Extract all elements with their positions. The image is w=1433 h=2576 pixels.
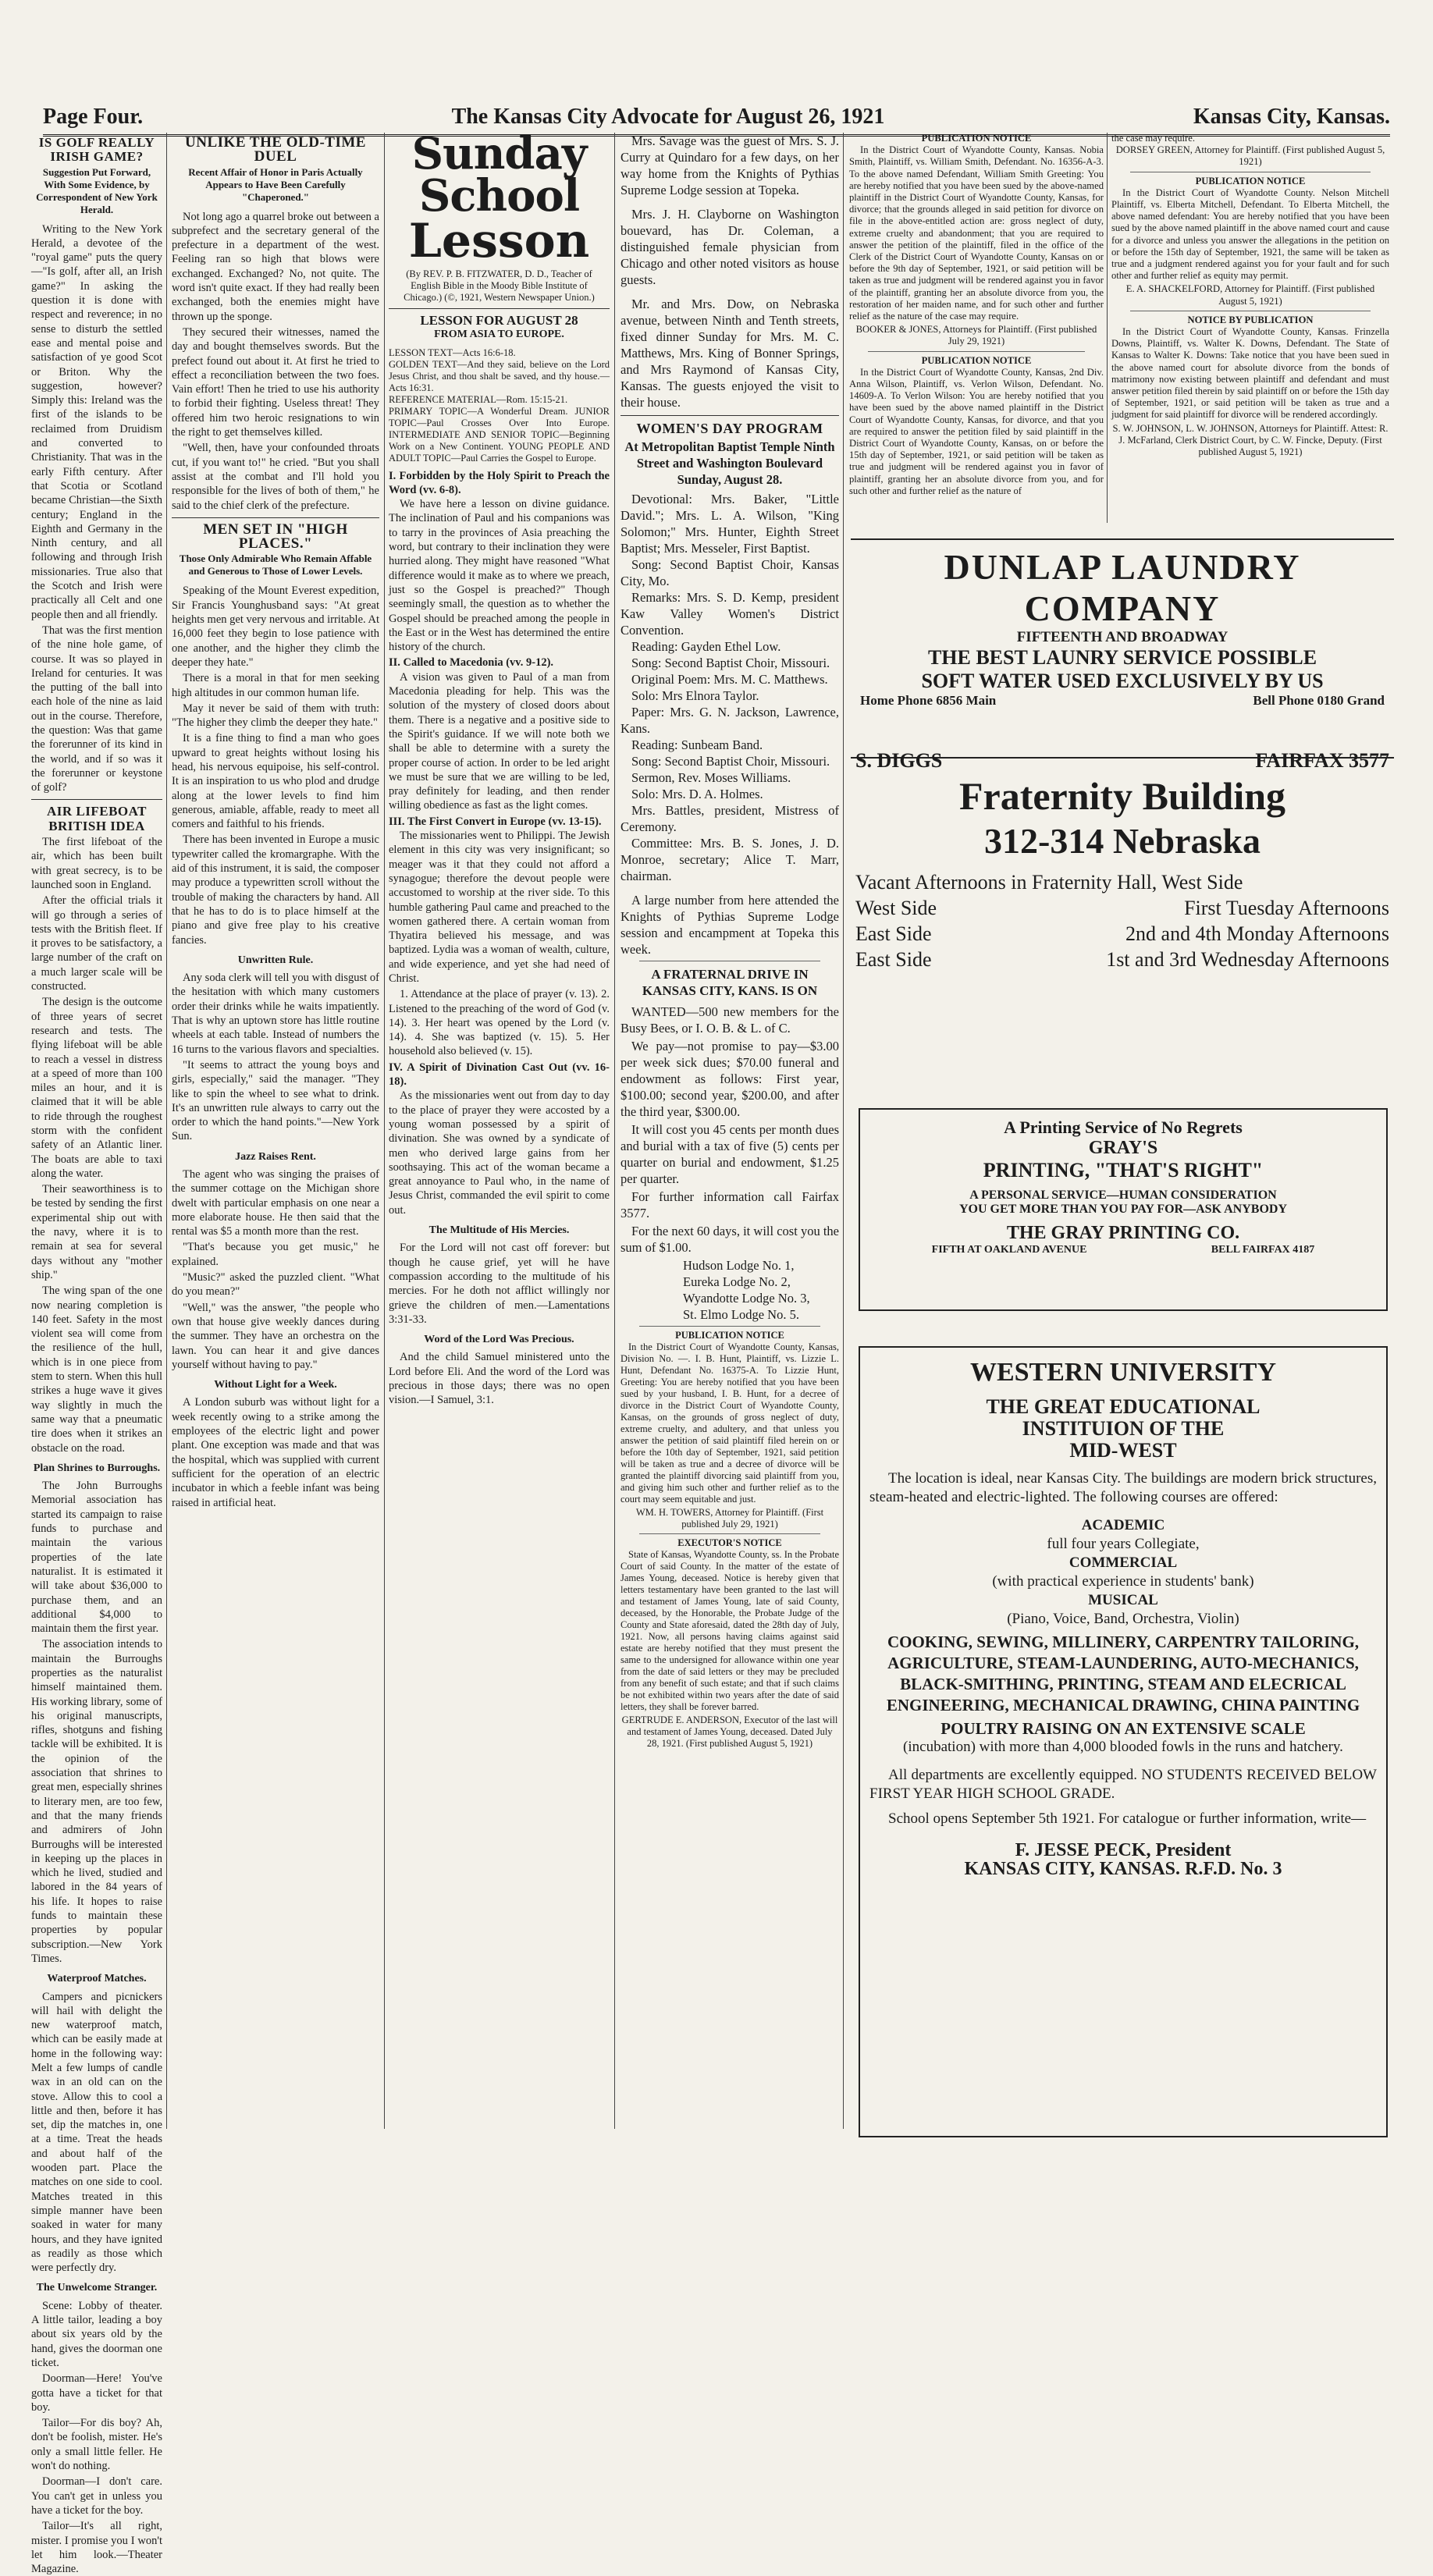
ad-line: East Side: [855, 948, 932, 971]
article-text: 1. Attendance at the place of prayer (v. 13). 2. Listened to the preaching of the word of God (v. 14). 3. Her heart was opened by the Lord (v. 14). 4. She was baptized (v. 15). 5. Her household also believed (v. 15).: [389, 988, 610, 1058]
social-item: A large number from here attended the Knights of Pythias Supreme Lodge session and encampment at Topeka this week.: [620, 893, 839, 957]
article-text: Speaking of the Mount Everest expedition, Sir Francis Younghusband says: "At great heights men get very nervous and irritable. At 16,000 feet they begin to lose patience with one another, and the higher they climb the deeper they hate.": [172, 584, 379, 669]
topics: PRIMARY TOPIC—A Wonderful Dream. JUNIOR TOPIC—Paul Crosses Over Into Europe. INTERMEDIATE AND SENIOR TOPIC—Beginning Work on a New Continent. YOUNG PEOPLE AND ADULT TOPIC—Paul Carries the Gospel to Europe.: [389, 405, 610, 464]
subhead-word: Word of the Lord Was Precious.: [424, 1334, 574, 1346]
notice-signature: DORSEY GREEN, Attorney for Plaintiff. (First published August 5, 1921): [1115, 144, 1385, 168]
ad-phone: Bell Phone 0180 Grand: [1253, 693, 1385, 708]
article-text: WANTED—500 new members for the Busy Bees, or I. O. B. & L. of C.: [620, 1004, 839, 1036]
course: MUSICAL: [1088, 1592, 1158, 1608]
article-text: For further information call Fairfax 3577.: [620, 1189, 839, 1220]
sunday-school-title: Sunday School: [411, 128, 587, 222]
golden-text: GOLDEN TEXT—And they said, believe on the Lord Jesus Christ, and thou shalt be saved, and thy house.—Acts 16:31.: [389, 358, 610, 393]
article-text: "It seems to attract the young boys and girls, especially," said the manager. "They like to spin the wheel to see what to drink. It's an unwritten rule always to carry out the order to which the hand points."—New York Sun.: [172, 1058, 379, 1143]
article-text: Not long ago a quarrel broke out between a subprefect and the secretary general of the prefecture in a department of the west. Feeling ran so high that blows were exchanged. Exchanged? No, not quite. The word isn't quite exact. If they had really been exchanged, both the enemies might have thrown up the sponge.: [172, 210, 379, 323]
article-text: The wing span of the one now nearing completion is 140 feet. Safety in the most violent sea will come from the resilience of the hull, which is in one piece from stem to stern. When this hull strikes a huge wave it gives way slightly in much the same way that a pneumatic tire does when it strikes an obstacle on the road.: [31, 1284, 162, 1455]
ad-line: 1st and 3rd Wednesday Afternoons: [1106, 948, 1389, 971]
article-text: "That's because you get music," he explained.: [172, 1241, 379, 1268]
ad-line: YOU GET MORE THAN YOU PAY FOR—ASK ANYBODY: [958, 1203, 1288, 1216]
ad-subtitle: THE GREAT EDUCATIONAL: [986, 1395, 1261, 1418]
course: full four years Collegiate,: [1047, 1536, 1200, 1552]
article-text: The association intends to maintain the Burroughs properties as the naturalist himself maintained them. His working library, some of his original manuscripts, rifles, shotguns and fishing tackle will be exhibited. It is the opinion of the association that shrines to great men, especially shrines to literary men, are too few, and that the many friends and admirers of John Burroughs will be interested in keeping up the places in which he lived, studied and labored in the 84 years of his life. It hopes to raise funds to maintain these properties by popular subscription.—New York Times.: [31, 1638, 162, 1965]
ad-signature: F. JESSE PECK, President: [1015, 1840, 1232, 1860]
notice-text: In the District Court of Wyandotte County, Kansas. Frinzella Downs, Plaintiff, vs. Walter K. Downs, Defendant. The State of Kansas to Walter K. Downs: Take notice that you have been sued in the above named court for absolute divorce from the bonds of matrimony now existing between plaintiff and defendant and must answer petition filed therein by said plaintiff on or before the 15th day of September, 1921, or said petition will be taken as true and a judgment for said plaintiff for divorce will be rendered accordingly.: [1111, 326, 1389, 421]
program-list: [620, 491, 839, 884]
notice-text: the case may require.: [1111, 133, 1195, 144]
lodge-item: Eureka Lodge No. 2,: [683, 1274, 791, 1289]
notice-signature: E. A. SHACKELFORD, Attorney for Plaintiff. (First published August 5, 1921): [1125, 283, 1375, 307]
ad-line: THE BEST LAUNRY SERVICE POSSIBLE: [927, 646, 1317, 669]
social-item: Mrs. J. H. Clayborne on Washington bouevard, has Dr. Coleman, a distinguished female physician from Chicago and other noted visitors as house guests.: [620, 207, 839, 287]
ad-subtitle: INSTITUION OF THE: [1022, 1417, 1225, 1440]
ad-title: Fraternity Building: [958, 774, 1286, 818]
social-item: Mr. and Mrs. Dow, on Nebraska avenue, between Ninth and Tenth streets, fixed dinner Sunday for Mrs. M. C. Matthews, Mrs. King of Bonner Springs, and Mrs Raymond of Kansas City, Kansas. The guests enjoyed the visit to their house.: [620, 297, 839, 410]
ad-title: GRAY'S: [1088, 1138, 1158, 1158]
deck-duel: Recent Affair of Honor in Paris Actually Appears to Have Been Carefully "Chaperoned.": [188, 165, 363, 203]
page-header: [43, 101, 1390, 137]
lodge-item: Wyandotte Lodge No. 3,: [683, 1291, 810, 1306]
ad-address: 312-314 Nebraska: [984, 821, 1261, 861]
program-item: Reading: Sunbeam Band.: [631, 737, 763, 752]
reference-material: REFERENCE MATERIAL—Rom. 15:15-21.: [389, 393, 568, 405]
program-item: Original Poem: Mrs. M. C. Matthews.: [631, 672, 828, 687]
subhead-light: Without Light for a Week.: [214, 1379, 337, 1391]
column-rule: [614, 133, 615, 2129]
column-2: [172, 133, 379, 2129]
notice-text: In the District Court of Wyandotte County, Kansas, 2nd Div. Anna Wilson, Plaintiff, vs. Verlon Wilson, Defendant. No. 14609-A. To Verlon Wilson: You are hereby notified that you have been sued by the above named plaintiff in the District Court of Wyandotte County, Kansas, for divorce, and that you are required to answer the petition filed by said plaintiff in the District Court of Wyandotte County, Kansas, on or before the 15th day of September, 1921, or said petition will be taken as true and judgment will be rendered against you in favor of plaintiff, granting her an absolute divorce from you, and for such other and further relief as the nature of: [849, 366, 1104, 496]
notice-title: PUBLICATION NOTICE: [921, 354, 1032, 366]
subhead-mercies: The Multitude of His Mercies.: [428, 1224, 570, 1237]
ad-line: SOFT WATER USED EXCLUSIVELY BY US: [921, 670, 1324, 692]
column-rule: [1107, 133, 1108, 523]
article-text: A London suburb was without light for a week recently owing to a strike among the employees of the electric light and power plant. One exception was made and that was the hospital, which was supplied with current sufficient for the operation of an electric incubator in which a feeble infant was being raised in artificial heat.: [172, 1396, 379, 1509]
article-text: We pay—not promise to pay—$3.00 per week sick dues; $70.00 funeral and endowment as follows: First year, $100.00; second year, $200.00, and after the third year, $300.00.: [620, 1039, 839, 1119]
notice-signature: BOOKER & JONES, Attorneys for Plaintiff. (First published July 29, 1921): [855, 324, 1097, 347]
ad-phone: BELL FAIRFAX 4187: [1211, 1244, 1315, 1256]
program-item: Reading: Gayden Ethel Low.: [631, 639, 781, 654]
ad-line: 2nd and 4th Monday Afternoons: [1125, 922, 1389, 945]
headline-golf: IS GOLF REALLY IRISH GAME?: [38, 135, 155, 165]
headline-air-lifeboat: AIR LIFEBOAT BRITISH IDEA: [46, 804, 147, 833]
ad-dunlap-laundry: [851, 538, 1394, 759]
article-text: There is a moral in that for men seeking high altitudes in our common human life.: [172, 672, 379, 699]
notice-text: In the District Court of Wyandotte County. Nelson Mitchell Plaintiff, vs. Elberta Mitchell, Defendant. To Elberta Mitchell, the above named defendant: You are hereby notified that you have been sued by the above named plaintiff in the above named court and cause for a divorce and unless you answer the allegations in the petition on or before the 15th day of September, 1921, the same will be taken as true and a judgment rendered against you for your fault and for such other and further relief as equity may permit.: [1111, 187, 1389, 282]
page-number: Page Four.: [43, 105, 144, 129]
deck-high-places: Those Only Admirable Who Remain Affable and Generous to Those of Lower Levels.: [179, 553, 372, 577]
headline-duel: UNLIKE THE OLD-TIME DUEL: [185, 134, 366, 165]
course: (with practical experience in students' bank): [992, 1573, 1254, 1590]
program-item: Committee: Mrs. B. S. Jones, J. D. Monroe, secretary; Alice T. Marr, chairman.: [620, 836, 839, 883]
article-text: A vision was given to Paul of a man from Macedonia pleading for help. This was the solution of the mystery of closed doors about them. There is a negative and a positive side to the Spirit's guidance. If we will note both we shall be able to determine with a surety the proper course of action. In order to be led aright we must be sure that we are willing to be led, pray definitely for leading, and then render willing obedience as fast as the light comes.: [389, 670, 610, 812]
column-rule: [166, 133, 167, 2129]
article-text: Writing to the New York Herald, a devotee of the "royal game" puts the query—"Is golf, after all, an Irish game?" In asking the question it is done with respect and reverence; in no sense to disturb the settled ease and mental poise and satisfaction of ye good Scot or Briton. Why the suggestion, however? Simply this: Ireland was the first of the islands to be reclaimed from Druidism and converted to Christianity. That was in the early Fifth century. After that Scotia or Scotland became Christian—the Sixth century; England in the Eighth and Germany in the Ninth century, and all following and through Irish missionaries. True also that the Scotch and Irish were practically all Celt and one people then and all friendly.: [31, 222, 162, 621]
course: (Piano, Voice, Band, Orchestra, Violin): [1007, 1611, 1239, 1627]
article-text: The design is the outcome of three years of secret research and tests. The flying lifeboat will be able to reach a vessel in distress at a speed of more than 100 miles an hour, and it is claimed that it will be able to ride through the roughest storm with the confident safety of an Atlantic liner. The boats are able to taxi along the water.: [31, 996, 162, 1180]
article-text: That was the first mention of the nine hole game, of course. It was so played in Ireland for centuries. It was the putting of the ball into each hole of the nine as laid out in the course. Therefore, the question: Was that game the forerunner of its kind in the world, and if so was it the forerunner or keystone of golf?: [31, 624, 162, 794]
article-text: It will cost you 45 cents per month dues and burial with a tax of five (5) cents per quarter on burial and endowment, $1.25 per quarter.: [620, 1122, 839, 1186]
article-text: And the child Samuel ministered unto the Lord before Eli. And the word of the Lord was precious in those days; there was no open vision.—I Samuel, 3:1.: [389, 1351, 610, 1407]
article-text: May it never be said of them with truth: "The higher they climb the deeper they hate.": [172, 702, 379, 730]
column-rule: [384, 133, 385, 2129]
ad-subtitle: MID-WEST: [1069, 1439, 1177, 1462]
notice-title: EXECUTOR'S NOTICE: [677, 1537, 782, 1548]
article-text: Campers and picnickers will hail with delight the new waterproof match, which can be easily made at home in the following way: Melt a few lumps of candle wax in an old can on the stove. Allow this to cool a little and then, before it has set, dip the matches in, one at a time. Treat the heads and about half of the wooden part. Place the matches on one side to cool. Matches treated in this simple manner have been soaked in water for many hours, and they have ignited as readily as those which were perfectly dry.: [31, 1990, 162, 2275]
headline-fraternal-drive: A FRATERNAL DRIVE IN KANSAS CITY, KANS. IS ON: [642, 967, 818, 998]
subhead-shrines: Plan Shrines to Burroughs.: [33, 1462, 161, 1474]
notice-title: PUBLICATION NOTICE: [1195, 175, 1306, 187]
ad-text: All departments are excellently equipped. NO STUDENTS RECEIVED BELOW FIRST YEAR HIGH SCHOOL GRADE.: [869, 1767, 1377, 1802]
article-text: For the Lord will not cast off forever: but though he cause grief, yet will he have compassion according to the multitude of his mercies. For he doth not afflict willingly nor grieve the children of men.—Lamentations 3:31-33.: [389, 1242, 610, 1326]
ad-western-university: [859, 1346, 1388, 2137]
notice-signature: GERTRUDE E. ANDERSON, Executor of the last will and testament of James Young, deceased. Dated July 28, 1921. (First published August 5, 1921): [621, 1714, 838, 1749]
headline-high-places: MEN SET IN "HIGH PLACES.": [203, 521, 348, 553]
article-text: We have here a lesson on divine guidance. The inclination of Paul and his companions was to tarry in the provinces of Asia preaching the word, but contrary to their inclination they were hurried along. They might have reasoned "What difference would it make as to where we preach, just so the Gospel is preached?" Though seemingly small, the question as to whether the Gospel should be preached among the people in the East or in the West has determined the entire history of the church.: [389, 498, 610, 654]
column-1: [31, 133, 162, 2576]
program-item: Devotional: Mrs. Baker, "Little David."; Mrs. L. A. Wilson, "King Solomon;" Mrs. Hunter, Eighth Street Baptist; Mrs. Messeler, First Baptist.: [620, 492, 839, 556]
article-text: Their seaworthiness is to be tested by sending the first experimental ship out with the navy, where it is to remain at sea for several days without any "mother ship.": [31, 1183, 162, 1281]
article-text: The first lifeboat of the air, which has been built with great secrecy, is to be launched soon in England.: [31, 836, 162, 891]
article-text: They secured their witnesses, named the day and bought themselves swords. But the prefect found out about it. At first he tried to effect a reconciliation between the two foes. Vain effort! Then he tried to use his authority to forbid their fighting. Useless threat! They offered him two heroic resignations to win the right to get themselves killed.: [172, 325, 379, 439]
ad-name: S. DIGGS: [855, 749, 943, 772]
article-text: There has been invented in Europe a music typewriter called the kromargraphe. With the aid of this instrument, it is said, the composer may produce a typewritten scroll without the trouble of making the characters by hand. All that he has to do is to place himself at the piano and give free play to his creative fancies.: [172, 833, 379, 947]
subhead-matches: Waterproof Matches.: [47, 1973, 147, 1985]
notice-title: PUBLICATION NOTICE: [675, 1330, 784, 1341]
ad-line: First Tuesday Afternoons: [1184, 897, 1389, 919]
article-text: Tailor—For dis boy? Ah, don't be foolish, mister. He's only a small little feller. He won't do nothing.: [31, 2417, 162, 2473]
ad-title: COMPANY: [1024, 588, 1221, 628]
ad-title: WESTERN UNIVERSITY: [969, 1358, 1277, 1387]
notice-title: PUBLICATION NOTICE: [921, 133, 1032, 144]
ad-line: A Printing Service of No Regrets: [1004, 1117, 1243, 1137]
article-text: After the official trials it will go through a series of tests with the British fleet. If it proves to be satisfactory, a large number of the craft on a much larger scale will be constructed.: [31, 894, 162, 993]
subhead-unwritten: Unwritten Rule.: [237, 954, 314, 966]
column-5a: [849, 133, 1104, 523]
notice-text: State of Kansas, Wyandotte County, ss. In the Probate Court of said County. In the matter of the estate of James Young, deceased. Notice is hereby given that letters testamentary have been granted to the last will and testament of James Young, late of said County, deceased, by the Honorable, the Probate Judge of the County and State aforesaid, dated the 28th day of July, 1921. Now, all persons having claims against said estate are hereby notified that they must present the same to the undersigned for allowance within one year from the date of said letters or they may be precluded from any benefit of such estate; and that if such claims be not exhibited within two years after the date of said letters, they shall be forever barred.: [620, 1549, 839, 1712]
article-text: The John Burroughs Memorial association has started its campaign to raise funds to purchase and maintain the various properties of the late naturalist. It is estimated it will take about $36,000 to purchase them, and an additional $4,000 to maintain them the first year.: [31, 1480, 162, 1636]
article-text: Scene: Lobby of theater. A little tailor, leading a boy about six years old by the hand, gives the doorman one ticket.: [31, 2299, 162, 2369]
article-text: It is a fine thing to find a man who goes upward to great heights without losing his head, his nervous equipoise, his self-control. It is an inspiration to us who plod and drudge along at the lower levels to find him generous, amiable, affable, ready to meet all comers and faithful to his friends.: [172, 732, 379, 831]
article-text: For the next 60 days, it will cost you the sum of $1.00.: [620, 1224, 839, 1255]
article-text: The agent who was singing the praises of the summer cottage on the Michigan shore dwelt with particular emphasis on one near a more elaborate house. He then said that the rental was $5 a month more than the rest.: [172, 1168, 379, 1238]
column-5b: [1111, 133, 1389, 523]
byline: (By REV. P. B. FITZWATER, D. D., Teacher of English Bible in the Moody Bible Institute of Chicago.) (©, 1921, Western Newspaper Union.): [404, 268, 595, 303]
course: COMMERCIAL: [1069, 1554, 1178, 1571]
paper-dateline: The Kansas City Advocate for August 26, 1921: [451, 105, 885, 129]
article-text: "Well," was the answer, "the people who own that house give weekly dances during the summer. They have an orchestra on the lawn. You can hear it and give dances yourself without having to pay.": [172, 1301, 379, 1371]
ad-text: The location is ideal, near Kansas City. The buildings are modern brick structures, steam-heated and electric-lighted. The following courses are offered:: [869, 1470, 1377, 1505]
lodge-item: Hudson Lodge No. 1,: [683, 1258, 795, 1273]
ad-line: A PERSONAL SERVICE—HUMAN CONSIDERATION: [969, 1189, 1277, 1202]
ad-address: FIFTEENTH AND BROADWAY: [1016, 629, 1229, 645]
program-item: Remarks: Mrs. S. D. Kemp, president Kaw Valley Women's District Convention.: [620, 590, 839, 638]
program-item: Mrs. Battles, president, Mistress of Ceremony.: [620, 803, 839, 834]
program-item: Song: Second Baptist Choir, Missouri.: [631, 656, 830, 670]
article-text: "Music?" asked the puzzled client. "What do you mean?": [172, 1271, 379, 1299]
lesson-date: LESSON FOR AUGUST 28: [420, 313, 578, 328]
program-item: Solo: Mrs. D. A. Holmes.: [631, 787, 763, 801]
notice-signature: WM. H. TOWERS, Attorney for Plaintiff. (First published July 29, 1921): [635, 1507, 824, 1530]
course: POULTRY RAISING ON AN EXTENSIVE SCALE: [941, 1719, 1306, 1738]
notice-text: In the District Court of Wyandotte County, Kansas. Nobia Smith, Plaintiff, vs. William Smith, Defendant. No. 16356-A-3. To the above named Defendant, William Smith Greeting: You are hereby notified that you have been sued by the above-named plaintiff in the District Court of Wyandotte County, Kansas, for divorce; that the grounds alleged in said petition for divorce on file in the above-entitled action are: gross neglect of duty, extreme cruelty and abandonment; that you are required to answer the petition of the plaintiff, filed in the office of the Clerk of the District Court of Wyandotte County, Kansas on or before the 9th day of September, 1921, or said petition will be taken as true and judgment will be rendered against you in favor of the plaintiff, granting her an absolute divorce from you, the restoration of her maiden name, and for such other and further relief as the nature of the case may require.: [849, 144, 1104, 322]
headline-womens-day: WOMEN'S DAY PROGRAM: [636, 421, 823, 436]
article-text: As the missionaries went out from day to day to the place of prayer they were accosted by a young woman possessed by a spirit of divination. She was owned by a syndicate of men who derived large gains from her soothsaying. This act of the woman became a great annoyance to Paul who, in the name of Jesus Christ, commanded the evil spirit to come out.: [389, 1089, 610, 1217]
lodge-item: St. Elmo Lodge No. 5.: [683, 1307, 799, 1322]
ad-phone: FAIRFAX 3577: [1255, 749, 1389, 772]
ad-signature: KANSAS CITY, KANSAS. R.F.D. No. 3: [964, 1859, 1282, 1879]
section-heading: III. The First Convert in Europe (vv. 13-15).: [389, 815, 602, 828]
column-4: [620, 133, 839, 2129]
program-item: Song: Second Baptist Choir, Missouri.: [631, 754, 830, 769]
subhead-stranger: The Unwelcome Stranger.: [36, 2282, 158, 2294]
program-item: Song: Second Baptist Choir, Kansas City, Mo.: [620, 557, 839, 588]
lesson-text: LESSON TEXT—Acts 16:6-18.: [389, 346, 516, 358]
ad-title: THE GRAY PRINTING CO.: [1006, 1223, 1240, 1243]
ad-fraternity-building: [851, 749, 1394, 1093]
article-text: Tailor—It's all right, mister. I promise you I won't let him look.—Theater Magazine.: [31, 2520, 162, 2576]
lesson-topic: FROM ASIA TO EUROPE.: [434, 329, 564, 341]
deck-golf: Suggestion Put Forward, With Some Evidence, by Correspondent of New York Herald.: [36, 165, 158, 215]
article-text: Any soda clerk will tell you with disgust of the hesitation with which many customers order their drinks while he waits impatiently. That is why an uptown store has little routine wheels at each table. Instead of numbers the 16 turns to the various flavors and specialties.: [172, 972, 379, 1056]
womens-day-venue: At Metropolitan Baptist Temple Ninth Street and Washington Boulevard Sunday, August 28.: [624, 439, 835, 487]
program-item: Sermon, Rev. Moses Williams.: [631, 770, 791, 785]
subhead-jazz: Jazz Raises Rent.: [235, 1150, 316, 1163]
lesson-title: Lesson: [408, 214, 590, 268]
lodge-list: [620, 1257, 839, 1323]
program-item: Solo: Mrs Elnora Taylor.: [631, 688, 759, 703]
article-text: The missionaries went to Philippi. The Jewish element in this city was very insignificant; so meager was it that they could not afford a synagogue; therefore the devout people were accustomed to worship at the river side. To this humble gathering Paul came and preached to the women gathered there. A certain woman from Thyatira believed his message, and was baptized. Lydia was a woman of wealth, culture, and wide experience, and yet she had need of Christ.: [389, 830, 610, 985]
ad-line: East Side: [855, 922, 932, 945]
notice-signature: S. W. JOHNSON, L. W. JOHNSON, Attorneys for Plaintiff. Attest: R. J. McFarland, Clerk District Court, by C. W. Fincke, Deputy. (First published August 5, 1921): [1112, 422, 1389, 458]
ad-gray-printing: [859, 1108, 1388, 1311]
ad-line: West Side: [855, 897, 937, 919]
social-item: Mrs. Savage was the guest of Mrs. S. J. Curry at Quindaro for a few days, on her way home from the Knights of Pythias Supreme Lodge session at Topeka.: [620, 133, 839, 197]
section-heading: II. Called to Macedonia (vv. 9-12).: [389, 656, 554, 670]
notice-text: In the District Court of Wyandotte County, Kansas, Division No. —. I. B. Hunt, Plaintiff, vs. Lizzie L. Hunt, Defendant No. 16375-A. To Lizzie Hunt, Greeting: You are hereby notified that you have been sued by your husband, I. B. Hunt, for a decree of divorce in the District Court of Wyandotte County, Kansas, on the grounds of gross neglect of duty, extreme cruelty, and adultery, and that unless you answer the petition of said plaintiff filed herein on or before the 10th day of September, 1921, said petition will be taken as true and a decree of divorce will be granted the plaintiff divorcing said plaintiff from you, and giving him such other and further relief as to the court may seem equitable and just.: [620, 1341, 839, 1505]
article-text: Doorman—Here! You've gotta have a ticket for that boy.: [31, 2372, 162, 2414]
notice-title: NOTICE BY PUBLICATION: [1187, 314, 1314, 325]
course: ACADEMIC: [1081, 1517, 1165, 1533]
ad-line: PRINTING, "THAT'S RIGHT": [983, 1159, 1264, 1181]
ad-title: DUNLAP LAUNDRY: [944, 547, 1301, 587]
column-rule: [843, 133, 844, 2129]
ad-text: School opens September 5th 1921. For catalogue or further information, write—: [888, 1810, 1367, 1827]
ad-line: Vacant Afternoons in Fraternity Hall, West Side: [855, 871, 1243, 894]
column-3: [389, 128, 610, 2129]
section-heading: IV. A Spirit of Divination Cast Out (vv. 16-18).: [389, 1061, 610, 1089]
ad-phone: Home Phone 6856 Main: [860, 693, 997, 708]
article-text: "Well, then, have your confounded throats cut, if you want to!" he cried. "But you shall assist at the combat and I'll hold you responsible for the lives of both of them," he said to the chief clerk of the prefecture.: [172, 442, 379, 512]
article-text: Doorman—I don't care. You can't get in unless you have a ticket for the boy.: [31, 2475, 162, 2517]
city-name: Kansas City, Kansas.: [1193, 105, 1390, 129]
course: (incubation) with more than 4,000 blooded fowls in the runs and hatchery.: [903, 1739, 1343, 1755]
ad-address: FIFTH AT OAKLAND AVENUE: [931, 1244, 1087, 1256]
program-item: Paper: Mrs. G. N. Jackson, Lawrence, Kans.: [620, 705, 839, 736]
course-list: COOKING, SEWING, MILLINERY, CARPENTRY TAILORING, AGRICULTURE, STEAM-LAUNDERING, AUTO-MECHANICS, BLACK-SMITHING, PRINTING, STEAM AND ELECRICAL ENGINEERING, MECHANICAL DRAWING, CHINA PAINTING: [886, 1633, 1360, 1714]
section-heading: I. Forbidden by the Holy Spirit to Preach the Word (vv. 6-8).: [389, 469, 610, 496]
